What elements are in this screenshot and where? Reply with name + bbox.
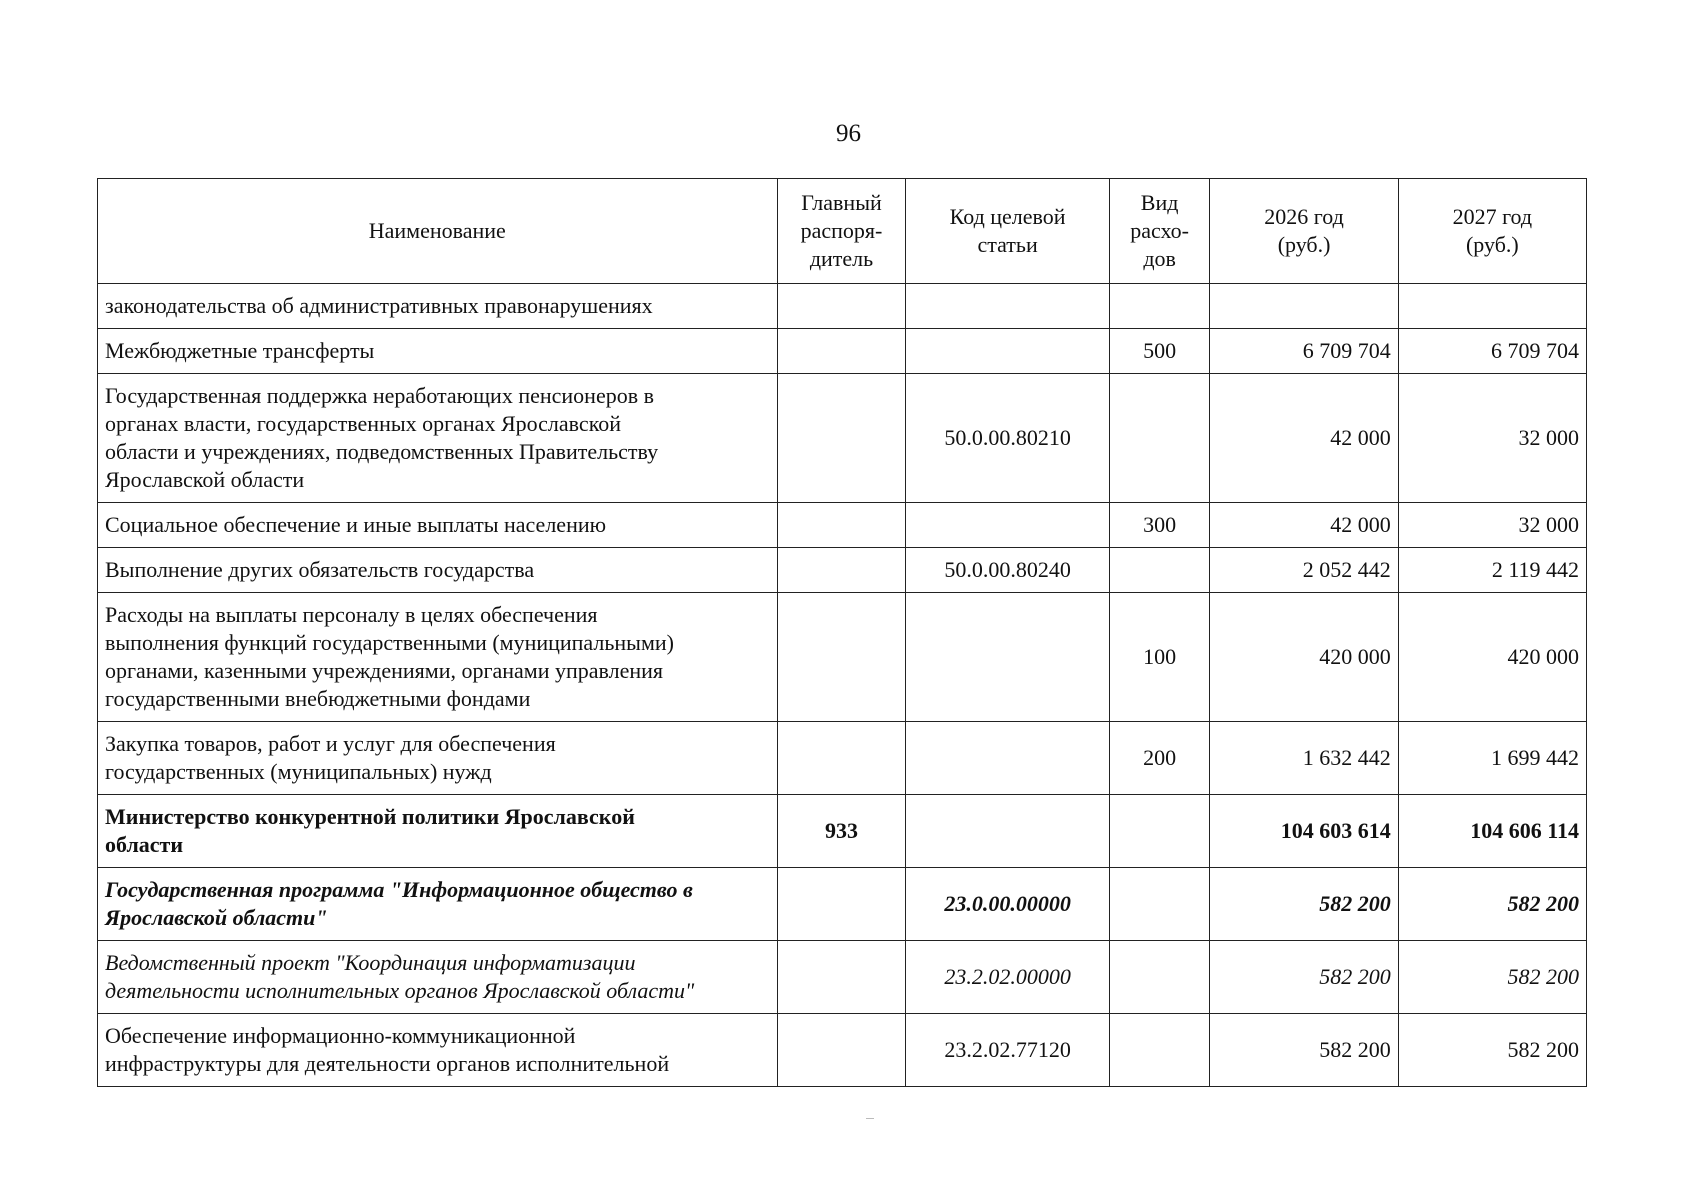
cell-code: [906, 503, 1109, 548]
cell-admin: [777, 548, 906, 593]
cell-name: Расходы на выплаты персоналу в целях обеспечения выполнения функций государственными (муниципальными) органами, казенными учреждениями, органами управления государственными внебюджетными фондами: [98, 593, 778, 722]
cell-y2027: 582 200: [1398, 1014, 1586, 1087]
cell-y2026: 6 709 704: [1210, 329, 1398, 374]
cell-code: 23.2.02.00000: [906, 941, 1109, 1014]
cell-y2027: 32 000: [1398, 374, 1586, 503]
column-header-name: Наименование: [98, 179, 778, 284]
cell-kind: [1109, 1014, 1210, 1087]
table-header-row: [98, 179, 1587, 284]
cell-y2027: [1398, 284, 1586, 329]
cell-name: Межбюджетные трансферты: [98, 329, 778, 374]
cell-y2027: 582 200: [1398, 941, 1586, 1014]
cell-y2027: 32 000: [1398, 503, 1586, 548]
cell-y2027: 6 709 704: [1398, 329, 1586, 374]
cell-admin: [777, 722, 906, 795]
cell-y2026: 582 200: [1210, 1014, 1398, 1087]
table-row: [98, 284, 1587, 329]
cell-admin: [777, 868, 906, 941]
cell-kind: [1109, 374, 1210, 503]
cell-name: Ведомственный проект "Координация информатизации деятельности исполнительных органов Ярославской области": [98, 941, 778, 1014]
column-header-admin: Главный распоря- дитель: [777, 179, 906, 284]
table-row: [98, 329, 1587, 374]
cell-name: Государственная программа "Информационное общество в Ярославской области": [98, 868, 778, 941]
cell-code: 50.0.00.80240: [906, 548, 1109, 593]
table-row: [98, 868, 1587, 941]
table-row: [98, 941, 1587, 1014]
cell-code: [906, 593, 1109, 722]
cell-code: 23.2.02.77120: [906, 1014, 1109, 1087]
cell-y2027: 420 000: [1398, 593, 1586, 722]
cell-y2027: 2 119 442: [1398, 548, 1586, 593]
cell-admin: [777, 329, 906, 374]
cell-admin: [777, 374, 906, 503]
cell-kind: 200: [1109, 722, 1210, 795]
cell-admin: [777, 593, 906, 722]
cell-y2026: 104 603 614: [1210, 795, 1398, 868]
column-header-kind: Вид расхо- дов: [1109, 179, 1210, 284]
budget-table: [97, 178, 1587, 1087]
cell-admin: [777, 284, 906, 329]
cell-name: Социальное обеспечение и иные выплаты населению: [98, 503, 778, 548]
cell-admin: 933: [777, 795, 906, 868]
cell-name: Государственная поддержка неработающих пенсионеров в органах власти, государственных органах Ярославской области и учреждениях, подведомственных Правительству Ярославской области: [98, 374, 778, 503]
cell-kind: [1109, 795, 1210, 868]
cell-y2026: 42 000: [1210, 503, 1398, 548]
column-header-y2026: 2026 год (руб.): [1210, 179, 1398, 284]
cell-y2026: [1210, 284, 1398, 329]
cell-code: [906, 722, 1109, 795]
column-header-code: Код целевой статьи: [906, 179, 1109, 284]
table-row: [98, 722, 1587, 795]
cell-y2027: 582 200: [1398, 868, 1586, 941]
cell-admin: [777, 503, 906, 548]
cell-kind: 300: [1109, 503, 1210, 548]
cell-name: Закупка товаров, работ и услуг для обеспечения государственных (муниципальных) нужд: [98, 722, 778, 795]
cell-y2026: 582 200: [1210, 868, 1398, 941]
cell-code: [906, 795, 1109, 868]
cell-name: Выполнение других обязательств государства: [98, 548, 778, 593]
cell-y2027: 1 699 442: [1398, 722, 1586, 795]
table-row: [98, 503, 1587, 548]
cell-kind: 500: [1109, 329, 1210, 374]
page-number: 96: [836, 120, 861, 147]
cell-y2026: 2 052 442: [1210, 548, 1398, 593]
table-body: [98, 284, 1587, 1087]
table-row: [98, 1014, 1587, 1087]
cell-admin: [777, 1014, 906, 1087]
cell-code: 23.0.00.00000: [906, 868, 1109, 941]
cell-kind: [1109, 548, 1210, 593]
cell-name: законодательства об административных правонарушениях: [98, 284, 778, 329]
cell-kind: [1109, 284, 1210, 329]
cell-kind: [1109, 868, 1210, 941]
cell-name: Обеспечение информационно-коммуникационной инфраструктуры для деятельности органов исполнительной: [98, 1014, 778, 1087]
cell-y2026: 420 000: [1210, 593, 1398, 722]
cell-y2026: 582 200: [1210, 941, 1398, 1014]
cell-y2026: 42 000: [1210, 374, 1398, 503]
table-row: [98, 593, 1587, 722]
scan-mark: [866, 1118, 874, 1119]
cell-code: 50.0.00.80210: [906, 374, 1109, 503]
table-row: [98, 795, 1587, 868]
table-row: [98, 548, 1587, 593]
cell-y2027: 104 606 114: [1398, 795, 1586, 868]
column-header-y2027: 2027 год (руб.): [1398, 179, 1586, 284]
cell-code: [906, 329, 1109, 374]
cell-admin: [777, 941, 906, 1014]
cell-code: [906, 284, 1109, 329]
cell-name: Министерство конкурентной политики Ярославской области: [98, 795, 778, 868]
cell-y2026: 1 632 442: [1210, 722, 1398, 795]
cell-kind: [1109, 941, 1210, 1014]
cell-kind: 100: [1109, 593, 1210, 722]
table-row: [98, 374, 1587, 503]
